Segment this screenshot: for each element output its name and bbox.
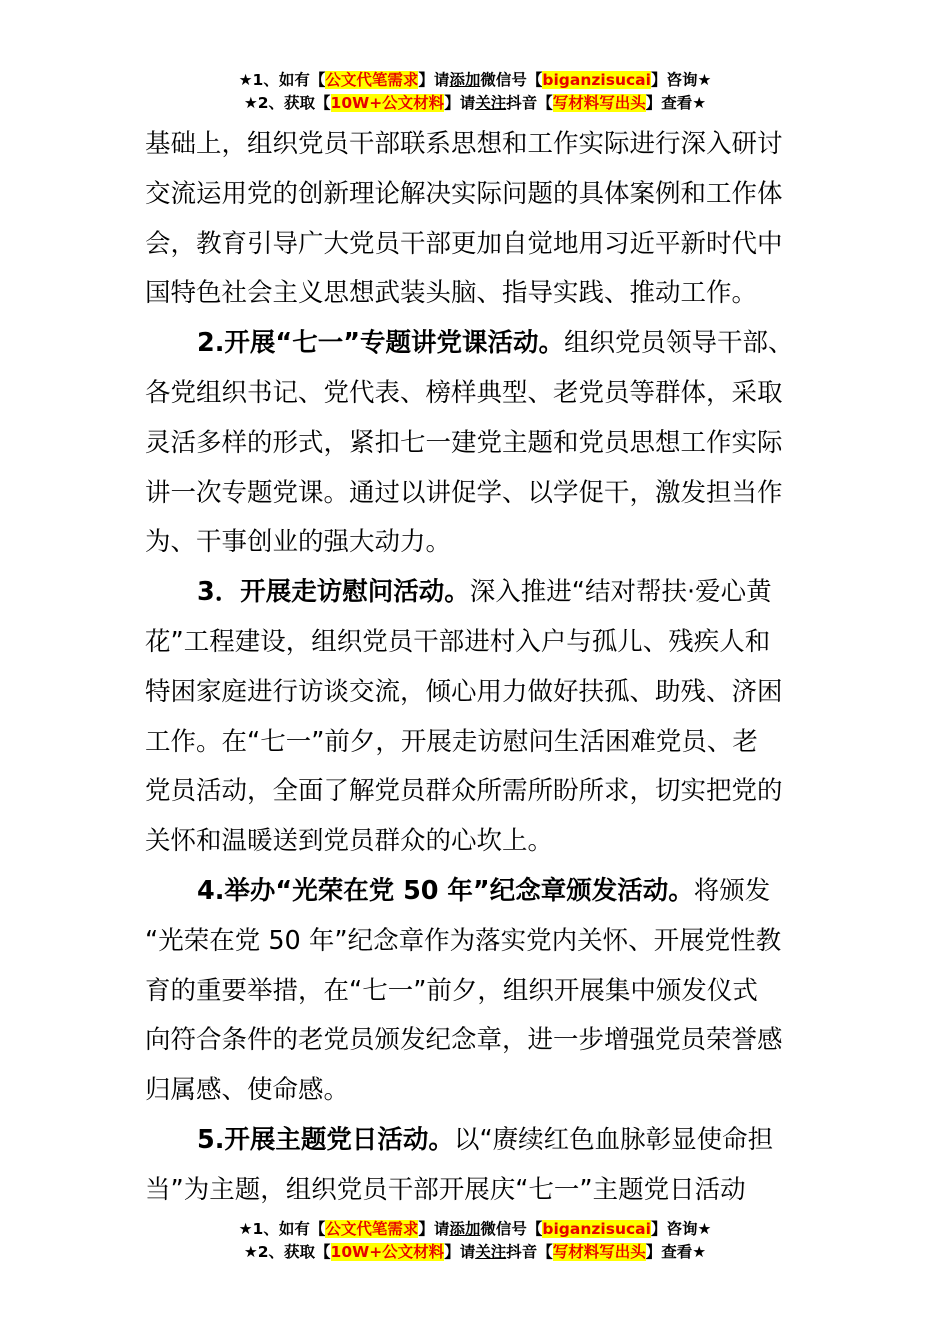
banner-text: 】请	[444, 1243, 476, 1261]
body-line: 当”为主题，组织党员干部开展庆“七一”主题党日活动	[145, 1174, 746, 1205]
body-line: 向符合条件的老党员颁发纪念章，进一步增强党员荣誉感	[145, 1025, 783, 1056]
body-line: “光荣在党 50 年”纪念章作为落实党内关怀、开展党性教	[145, 925, 782, 956]
underlined-text: 添加	[449, 71, 481, 89]
body-line: 育的重要举措，在“七一”前夕，组织开展集中颁发仪式	[145, 975, 758, 1006]
paragraph-first-line	[145, 1116, 815, 1166]
underlined-text: 关注	[475, 94, 507, 112]
banner-text: 】咨询★	[650, 1220, 712, 1238]
body-text: 将颁发	[693, 875, 771, 906]
bottom-banner	[0, 1218, 950, 1264]
banner-text: 微信号【	[480, 1220, 543, 1238]
highlight-materials: 10W+公文材料	[330, 94, 445, 112]
body-text: 组织党员领导干部、	[563, 328, 794, 359]
paragraph-first-line	[145, 568, 815, 618]
body-line: 基础上，组织党员干部联系思想和工作实际进行深入研讨	[145, 129, 783, 159]
section-heading: 2.开展“七一”专题讲党课活动。	[197, 328, 564, 359]
highlight-materials: 10W+公文材料	[330, 1243, 445, 1261]
banner-text: 微信号【	[480, 71, 543, 89]
body-line: 关怀和温暖送到党员群众的心坎上。	[145, 826, 554, 857]
body-line: 为、干事创业的强大动力。	[145, 527, 452, 558]
section-heading: 5.开展主题党日活动。	[197, 1124, 454, 1155]
banner-text: 】查看★	[645, 94, 707, 112]
body-line: 工作。在“七一”前夕，开展走访慰问生活困难党员、老	[145, 726, 758, 757]
body-line: 花”工程建设，组织党员干部进村入户与孤儿、残疾人和	[145, 626, 771, 657]
highlight-service: 公文代笔需求	[325, 1220, 419, 1238]
banner-text: ★2、获取【	[243, 94, 331, 112]
document-body	[145, 120, 815, 1216]
section-heading: 3．开展走访慰问活动。	[197, 577, 470, 608]
top-banner	[0, 69, 950, 115]
banner-line-1	[0, 69, 950, 92]
highlight-douyin-account: 写材料写出头	[552, 1243, 646, 1261]
body-text: 以“赓续红色血脉彰显使命担	[453, 1124, 774, 1155]
banner-line-2	[0, 1241, 950, 1264]
body-line: 讲一次专题党课。通过以讲促学、以学促干，激发担当作	[145, 477, 783, 508]
banner-line-1	[0, 1218, 950, 1241]
body-line: 归属感、使命感。	[145, 1075, 350, 1106]
body-line: 会，教育引导广大党员干部更加自觉地用习近平新时代中	[145, 228, 783, 259]
highlight-service: 公文代笔需求	[325, 71, 419, 89]
body-line: 特困家庭进行访谈交流，倾心用力做好扶孤、助残、济困	[145, 676, 783, 707]
banner-text: ★2、获取【	[243, 1243, 331, 1261]
banner-text: 抖音【	[506, 94, 553, 112]
banner-text: 抖音【	[506, 1243, 553, 1261]
paragraph-first-line	[145, 319, 815, 369]
underlined-text: 添加	[449, 1220, 481, 1238]
banner-text: 】咨询★	[650, 71, 712, 89]
highlight-wechat-id: biganzisucai	[542, 1220, 651, 1238]
banner-line-2	[0, 92, 950, 115]
highlight-douyin-account: 写材料写出头	[552, 94, 646, 112]
banner-text: ★1、如有【	[238, 1220, 326, 1238]
body-line: 灵活多样的形式，紧扣七一建党主题和党员思想工作实际	[145, 427, 783, 458]
highlight-wechat-id: biganzisucai	[542, 71, 651, 89]
banner-text: ★1、如有【	[238, 71, 326, 89]
banner-text: 】请	[418, 1220, 450, 1238]
body-text: 深入推进“结对帮扶·爱心黄	[469, 577, 772, 608]
banner-text: 】查看★	[645, 1243, 707, 1261]
section-heading: 4.举办“光荣在党 50 年”纪念章颁发活动。	[197, 875, 694, 906]
banner-text: 】请	[444, 94, 476, 112]
paragraph-first-line	[145, 867, 815, 917]
body-line: 党员活动，全面了解党员群众所需所盼所求，切实把党的	[145, 776, 783, 807]
body-line: 交流运用党的创新理论解决实际问题的具体案例和工作体	[145, 178, 783, 209]
banner-text: 】请	[418, 71, 450, 89]
body-line: 国特色社会主义思想武装头脑、指导实践、推动工作。	[145, 278, 758, 309]
underlined-text: 关注	[475, 1243, 507, 1261]
body-line: 各党组织书记、党代表、榜样典型、老党员等群体，采取	[145, 377, 783, 408]
